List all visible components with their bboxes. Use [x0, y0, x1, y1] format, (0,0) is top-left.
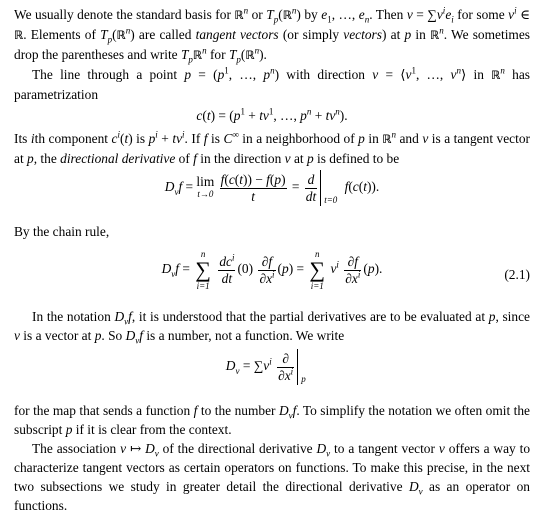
- equation-directional-derivative: $D_vf$ = lim t→0 $\frac{f(c(t)) - f(p)}{t}$ = $\frac{d}{dt}$ t=0 f(c(t)).: [164, 171, 380, 205]
- paragraph-standard-basis: We usually denote the standard basis for ℝ$^n$ or $T_p(ℝ^n)$ by $e_1$, …, $e_n$. Then $v = \sum v^ie_i$ for some $v^i$ ∈ ℝ. Elements of $T_p(ℝ^n)$ are called tangent vectors (or simply vectors) at p in ℝ$^n$. We sometimes drop the parentheses and write $T_pℝ^n$ for $T_p(ℝ^n)$.: [14, 5, 531, 65]
- paragraph-notation: In the notation $D_vf$, it is understood that the partial derivatives are to be evaluated at p, since v is a vector at p. So $D_vf$ is a number, not a function. We write: [14, 309, 530, 346]
- paragraph-map-notation: for the map that sends a function f to the number $D_vf$. To simplify the notation we often omit the subscript p if it is clear from the context.: [14, 403, 530, 437]
- chain-rule-text: By the chain rule,: [14, 224, 110, 239]
- term-directional-derivative: directional derivative: [60, 151, 176, 166]
- equation-dv-operator: $D_v = \sum v^i$ $\frac{\partial}{\partial x^i}$ p: [14, 349, 530, 397]
- equation-2-1: $D_vf$ = n ∑ i=1 $\frac{dc^i}{dt}$ (0) $\frac{\partial f}{\partial x^i}$ (p) = n ∑ i=1 $v^i$ $\frac{\partial f}{\partial x^i}$ (p). (2.1): [161, 249, 530, 291]
- textbook-page: [14, 5, 530, 515]
- term-vectors: vectors: [343, 27, 382, 42]
- equation-number: (2.1): [504, 267, 530, 282]
- paragraph-association: The association v ↦ $D_v$ of the directional derivative $D_v$ to a tangent vector v offers a way to characterize tangent vectors as certain operators on functions. To make this precise, in the next two subsections we study in greater detail the directional derivative $D_v$ as an operator on functions.: [14, 441, 531, 513]
- term-tangent-vectors: tangent vectors: [195, 27, 279, 42]
- equation-line-parametrization: $c(t) = (p^1 + tv^1$, …, $p^n + tv^n$).: [196, 106, 348, 123]
- paragraph-directional-derivative-def: Its ith component $c^i(t)$ is $p^i + tv^i$. If f is C∞ in a neighborhood of p in ℝ$^n$ and v is a tangent vector at p, the directional derivative of f in the direction v at p is defined to be: [14, 129, 530, 166]
- paragraph-line-parametrization: The line through a point $p = (p^1$, …, $p^n$) with direction $v = ⟨v^1$, …, $v^n⟩$ in ℝ$^n$ has parametrization: [14, 65, 530, 102]
